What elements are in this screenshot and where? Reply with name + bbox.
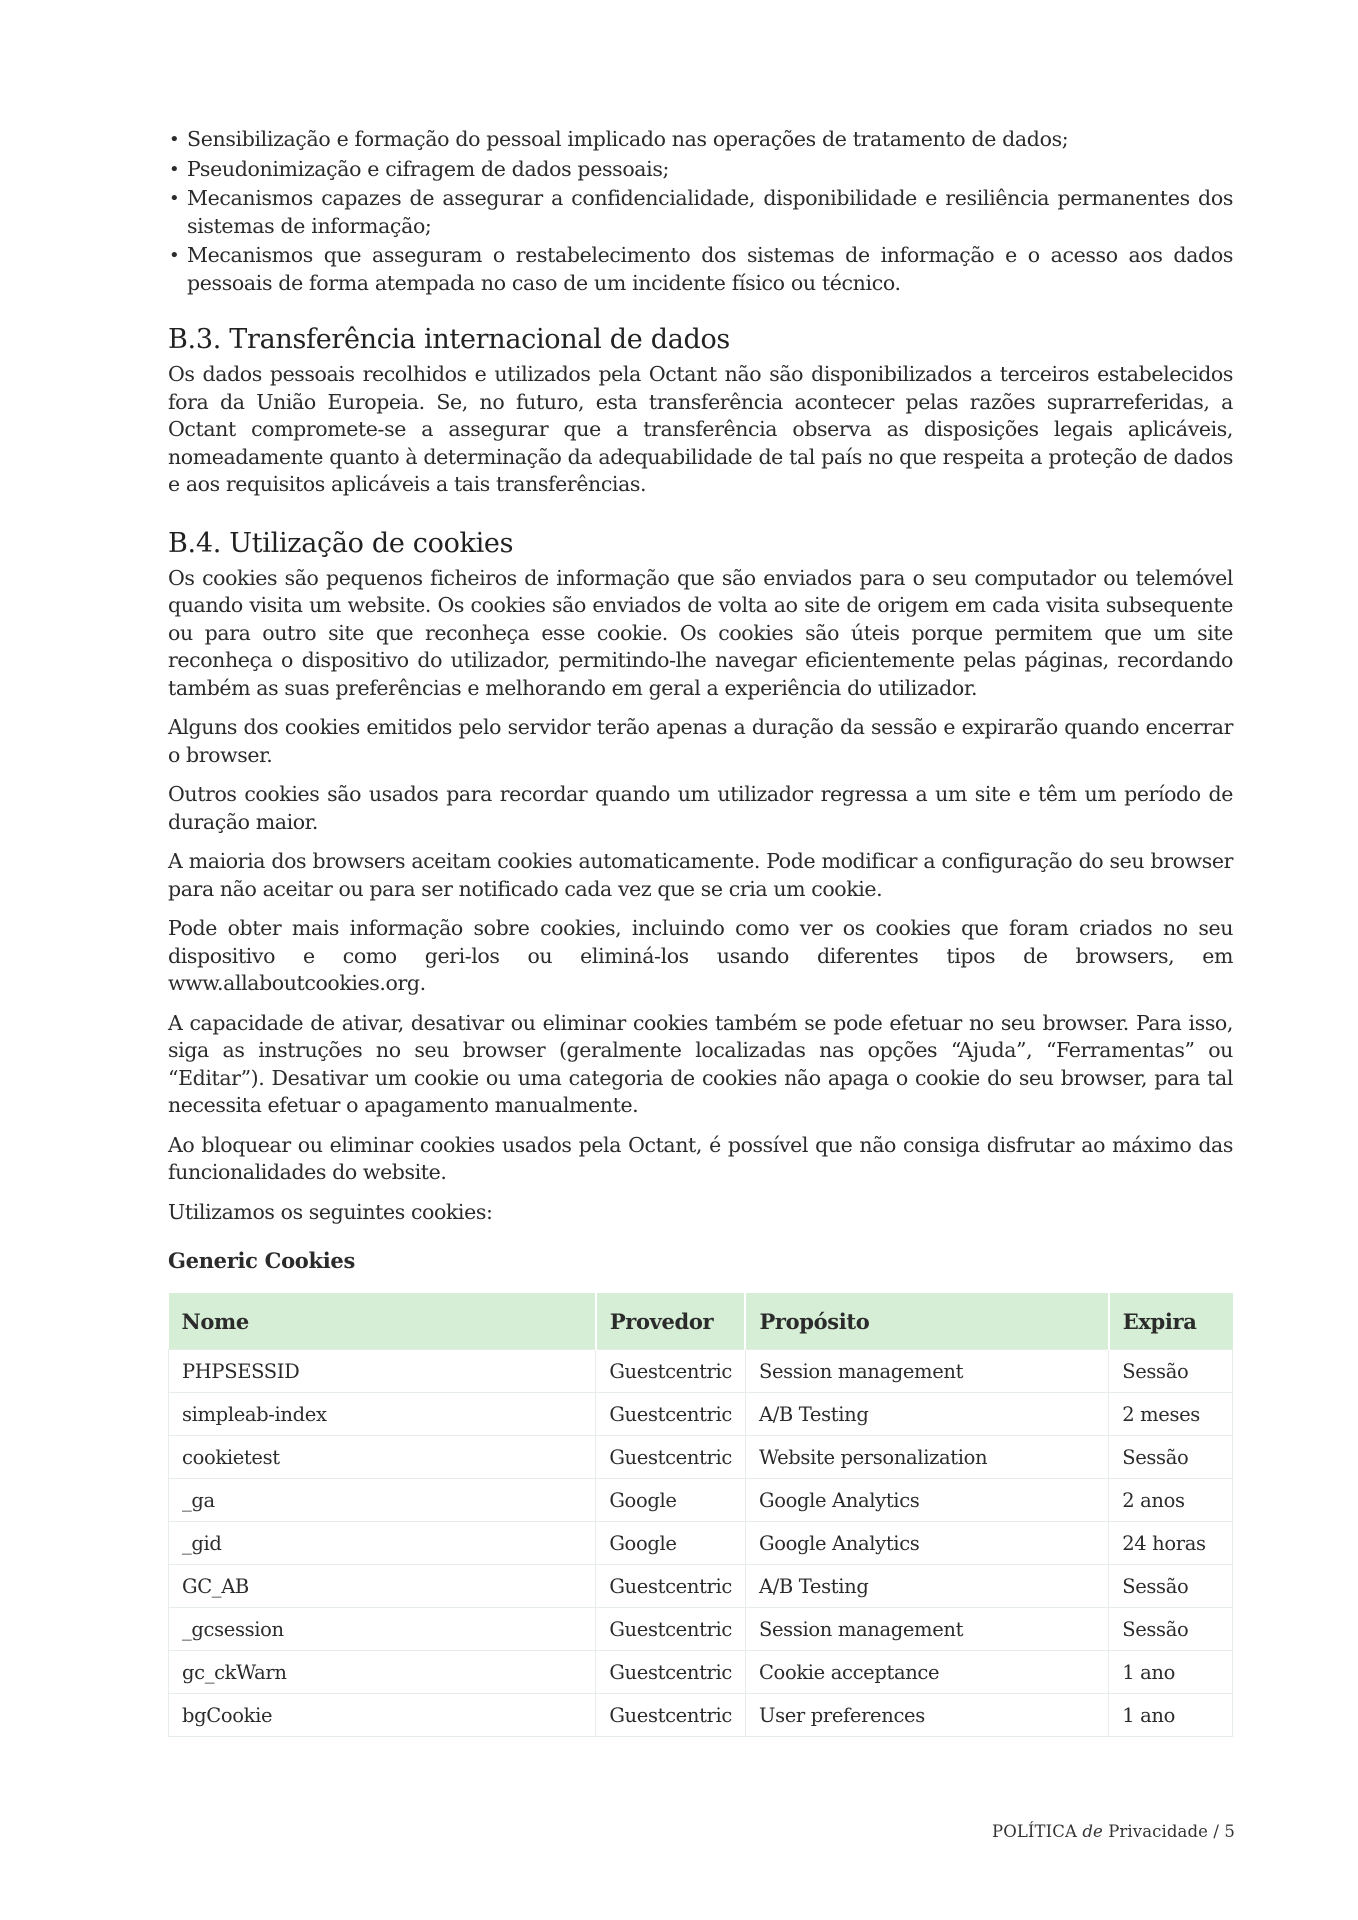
table-row (169, 1694, 1233, 1737)
footer-title-word: POLÍTICA (992, 1822, 1077, 1841)
paragraph: A capacidade de ativar, desativar ou eliminar cookies também se pode efetuar no seu browser. Para isso, siga as instruções no seu browser (geralmente localizadas nas opções “Ajuda”, “Ferramentas” ou “Editar”). Desativar um cookie ou uma categoria de cookies não apaga o cookie do seu browser, para tal necessita efetuar o apagamento manualmente. (168, 1010, 1233, 1117)
paragraph: Utilizamos os seguintes cookies: (168, 1199, 493, 1224)
cell-expires: 1 ano (1109, 1694, 1233, 1737)
paragraph: Os cookies são pequenos ficheiros de informação que são enviados para o seu computador ou telemóvel quando visita um website. Os cookies são enviados de volta ao site de origem em cada visita subsequente ou para outro site que reconheça esse cookie. Os cookies são úteis porque permitem que um site reconheça o dispositivo do utilizador, permitindo-lhe navegar eficientemente pelas páginas, recordando também as suas preferências e melhorando em geral a experiência do utilizador. (168, 565, 1233, 700)
table-row (169, 1479, 1233, 1522)
bullet-text: Pseudonimização e cifragem de dados pessoais; (187, 156, 670, 181)
bullet-text: Sensibilização e formação do pessoal implicado nas operações de tratamento de dados; (187, 127, 1069, 151)
cookies-table (168, 1293, 1233, 1737)
cell-purpose: Cookie acceptance (745, 1651, 1108, 1694)
cell-name: simpleab-index (169, 1393, 596, 1436)
cell-expires: Sessão (1109, 1608, 1233, 1651)
cell-provider: Google (596, 1522, 746, 1565)
cell-purpose: Session management (745, 1608, 1108, 1651)
document-page (168, 126, 1233, 1737)
table-row (169, 1436, 1233, 1479)
column-header-purpose: Propósito (745, 1293, 1108, 1350)
cell-provider: Guestcentric (596, 1694, 746, 1737)
list-item: • Sensibilização e formação do pessoal implicado nas operações de tratamento de dados; (169, 127, 1069, 151)
footer-title-connector: de (1082, 1822, 1103, 1841)
column-header-name: Nome (169, 1293, 596, 1350)
cell-provider: Guestcentric (596, 1565, 746, 1608)
paragraph: Pode obter mais informação sobre cookies, incluindo como ver os cookies que foram criados no seu dispositivo e como geri-los ou eliminá-los usando diferentes tipos de browsers, em www.allaboutcookies.org. (168, 916, 1233, 995)
table-row (169, 1393, 1233, 1436)
list-item: • Pseudonimização e cifragem de dados pessoais; (169, 156, 670, 181)
cell-provider: Guestcentric (596, 1608, 746, 1651)
cell-purpose: A/B Testing (745, 1393, 1108, 1436)
cell-provider: Guestcentric (596, 1350, 746, 1393)
cell-expires: 24 horas (1109, 1522, 1233, 1565)
cell-name: cookietest (169, 1436, 596, 1479)
page-number: 5 (1224, 1822, 1235, 1841)
bullet-list (168, 126, 1233, 297)
cell-expires: Sessão (1109, 1350, 1233, 1393)
cell-expires: 1 ano (1109, 1651, 1233, 1694)
footer-title-word: Privacidade (1108, 1822, 1208, 1841)
cell-provider: Guestcentric (596, 1393, 746, 1436)
cell-expires: 2 meses (1109, 1393, 1233, 1436)
table-row (169, 1651, 1233, 1694)
section-b3-paragraph: Os dados pessoais recolhidos e utilizados pela Octant não são disponibilizados a terceiros estabelecidos fora da União Europeia. Se, no futuro, esta transferência acontecer pelas razões suprarreferidas, a Octant compromete-se a assegurar que a transferência observa as disposições legais aplicáveis, nomeadamente quanto à determinação da adequabilidade de tal país no que respeita a proteção de dados e aos requisitos aplicáveis a tais transferências. (168, 362, 1233, 496)
paragraph: A maioria dos browsers aceitam cookies automaticamente. Pode modificar a configuração do seu browser para não aceitar ou para ser notificado cada vez que se cria um cookie. (168, 849, 1233, 901)
cell-provider: Guestcentric (596, 1651, 746, 1694)
cell-purpose: Google Analytics (745, 1479, 1108, 1522)
cell-name: PHPSESSID (169, 1350, 596, 1393)
cell-name: GC_AB (169, 1565, 596, 1608)
cell-name: _gcsession (169, 1608, 596, 1651)
cell-purpose: User preferences (745, 1694, 1108, 1737)
list-item: • Mecanismos capazes de assegurar a confidencialidade, disponibilidade e resiliência permanentes dos sistemas de informação; (169, 186, 1233, 238)
table-row (169, 1522, 1233, 1565)
paragraph: Alguns dos cookies emitidos pelo servidor terão apenas a duração da sessão e expirarão quando encerrar o browser. (168, 715, 1233, 767)
paragraph: Outros cookies são usados para recordar quando um utilizador regressa a um site e têm um período de duração maior. (168, 782, 1233, 834)
table-row (169, 1565, 1233, 1608)
cell-provider: Google (596, 1479, 746, 1522)
page-footer (992, 1822, 1235, 1841)
table-row (169, 1608, 1233, 1651)
cell-expires: Sessão (1109, 1565, 1233, 1608)
cell-expires: Sessão (1109, 1436, 1233, 1479)
bullet-text: Mecanismos que asseguram o restabelecimento dos sistemas de informação e o acesso aos dados pessoais de forma atempada no caso de um incidente físico ou técnico. (187, 243, 1233, 295)
paragraph: Ao bloquear ou eliminar cookies usados pela Octant, é possível que não consiga disfrutar ao máximo das funcionalidades do website. (168, 1132, 1233, 1184)
cell-name: _ga (169, 1479, 596, 1522)
column-header-provider: Provedor (596, 1293, 746, 1350)
cell-name: gc_ckWarn (169, 1651, 596, 1694)
list-item: • Mecanismos que asseguram o restabelecimento dos sistemas de informação e o acesso aos dados pessoais de forma atempada no caso de um incidente físico ou técnico. (169, 243, 1233, 295)
table-header-row (169, 1293, 1233, 1350)
cell-name: _gid (169, 1522, 596, 1565)
footer-separator: / (1213, 1822, 1220, 1841)
cell-purpose: Website personalization (745, 1436, 1108, 1479)
bullet-text: Mecanismos capazes de assegurar a confidencialidade, disponibilidade e resiliência permanentes dos sistemas de informação; (187, 186, 1233, 238)
cell-name: bgCookie (169, 1694, 596, 1737)
column-header-expires: Expira (1109, 1293, 1233, 1350)
table-row (169, 1350, 1233, 1393)
section-b4-heading: B.4. Utilização de cookies (168, 527, 514, 559)
section-b3-heading: B.3. Transferência internacional de dados (168, 324, 730, 355)
cell-expires: 2 anos (1109, 1479, 1233, 1522)
cell-purpose: A/B Testing (745, 1565, 1108, 1608)
table-title: Generic Cookies (168, 1248, 356, 1273)
cell-purpose: Session management (745, 1350, 1108, 1393)
cell-provider: Guestcentric (596, 1436, 746, 1479)
cell-purpose: Google Analytics (745, 1522, 1108, 1565)
